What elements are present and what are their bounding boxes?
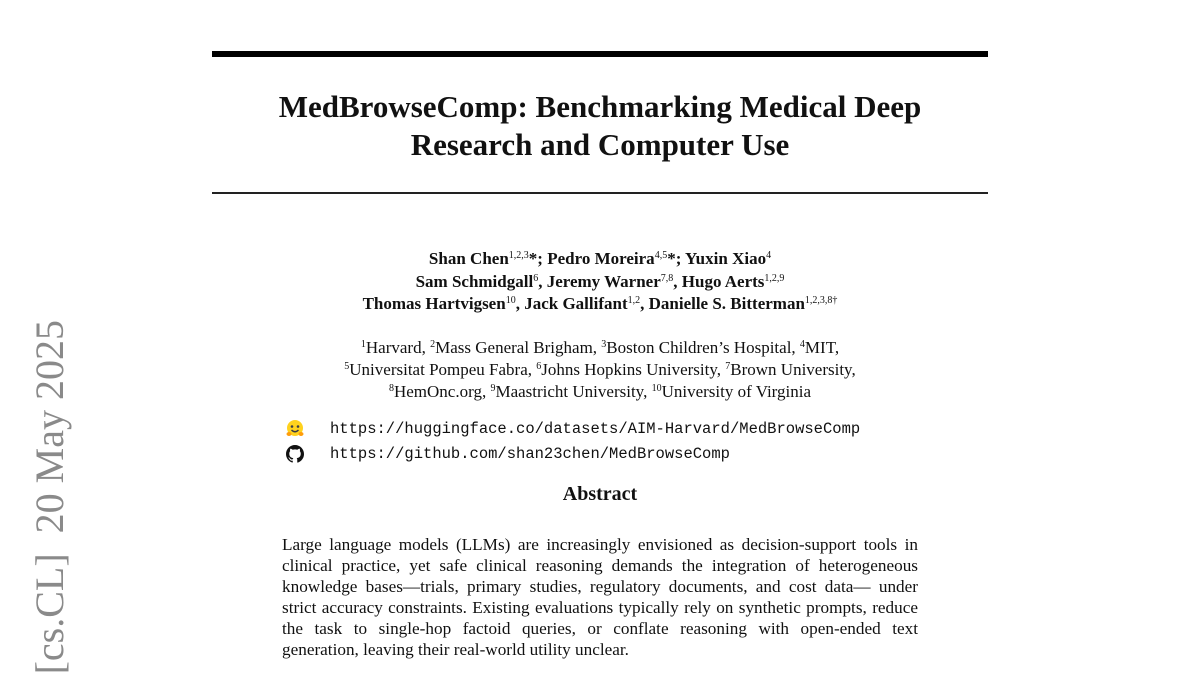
author-sep: , [673,271,682,291]
top-rule [212,51,988,57]
affil-name: Maastricht University, [495,382,652,401]
affil-number: 3 [601,339,607,350]
author-name: Pedro Moreira [547,249,655,268]
title-line-1: MedBrowseComp: Benchmarking Medical Deep [278,89,922,124]
author-list [212,248,988,316]
affil-name: MIT, [804,338,840,357]
affil-number: 4 [799,339,805,350]
author-sep: *; [528,249,548,268]
author-affil: 4,5 [654,250,668,261]
affil-number: 9 [490,383,496,394]
affil-number: 5 [344,361,350,372]
author-affil: 1,2 [627,295,641,306]
author-line [212,271,988,294]
author-affil: 10 [505,295,516,306]
affil-number: 7 [725,361,731,372]
abstract-heading: Abstract [562,483,638,505]
affil-name: Brown University, [730,360,856,379]
author-name: Yuxin Xiao [684,249,767,268]
author-affil: 4 [766,250,772,261]
affil-number: 1 [360,339,366,350]
affil-number: 6 [536,361,542,372]
abstract-body: Large language models (LLMs) are increasingly envisioned as decision-support tools in clinical practice, yet safe clinical reasoning demands the integration of heterogeneous knowledge bases—trials, primary studies, regulatory documents, and cost data— under strict accuracy constraints. Existing evaluations typically rely on synthetic prompts, reduce the task to single-hop factoid queries, or conflate reasoning with open-ended text generation, leaving their real-world utility unclear. [282,535,918,659]
author-sep: *; [667,249,685,268]
author-line [212,293,988,316]
affil-number: 8 [388,383,394,394]
affil-name: HemOnc.org, [393,382,491,401]
huggingface-icon [285,419,305,439]
resource-links [285,416,860,466]
title-rule [212,192,988,194]
author-name: Shan Chen [428,249,509,268]
affiliation-list [212,337,988,403]
author-sep: , [640,294,649,313]
affil-name: Mass General Brigham, [435,338,602,357]
affiliation-line [212,359,988,381]
author-name: Jack Gallifant [524,294,628,313]
author-name: Danielle S. Bitterman [648,294,805,313]
author-sep: , [515,294,525,313]
github-link-row [285,441,860,466]
author-name: Thomas Hartvigsen [362,294,506,313]
paper-title [212,88,988,164]
author-name: Hugo Aerts [681,271,765,291]
author-affil: 7,8 [660,272,674,284]
affil-name: University of Virginia [661,382,812,401]
affiliation-line [212,381,988,403]
arxiv-sidebar-stamp [28,320,72,674]
github-link[interactable]: https://github.com/shan23chen/MedBrowseComp [330,444,730,463]
affil-number: 10 [651,383,662,394]
arxiv-stamp-text: [cs.CL] 20 May 2025 [27,320,72,674]
author-affil: 1,2,9 [764,272,785,284]
author-affil: 1,2,3,8† [804,295,838,306]
github-icon [285,444,305,464]
affil-name: Harvard, [365,338,431,357]
author-affil: 1,2,3 [508,250,529,261]
author-affil: 6 [533,272,539,284]
title-line-2: Research and Computer Use [410,127,790,162]
dataset-link[interactable]: https://huggingface.co/datasets/AIM-Harvard/MedBrowseComp [330,419,861,438]
affil-number: 2 [430,339,436,350]
author-name: Jeremy Warner [546,271,661,291]
author-sep: , [538,271,547,291]
author-name: Sam Schmidgall [415,271,534,291]
affil-name: Universitat Pompeu Fabra, [349,360,537,379]
affil-name: Johns Hopkins University, [541,360,726,379]
dataset-link-row [285,416,860,441]
author-line [212,248,988,271]
affil-name: Boston Children’s Hospital, [606,338,800,357]
affiliation-line [212,337,988,359]
